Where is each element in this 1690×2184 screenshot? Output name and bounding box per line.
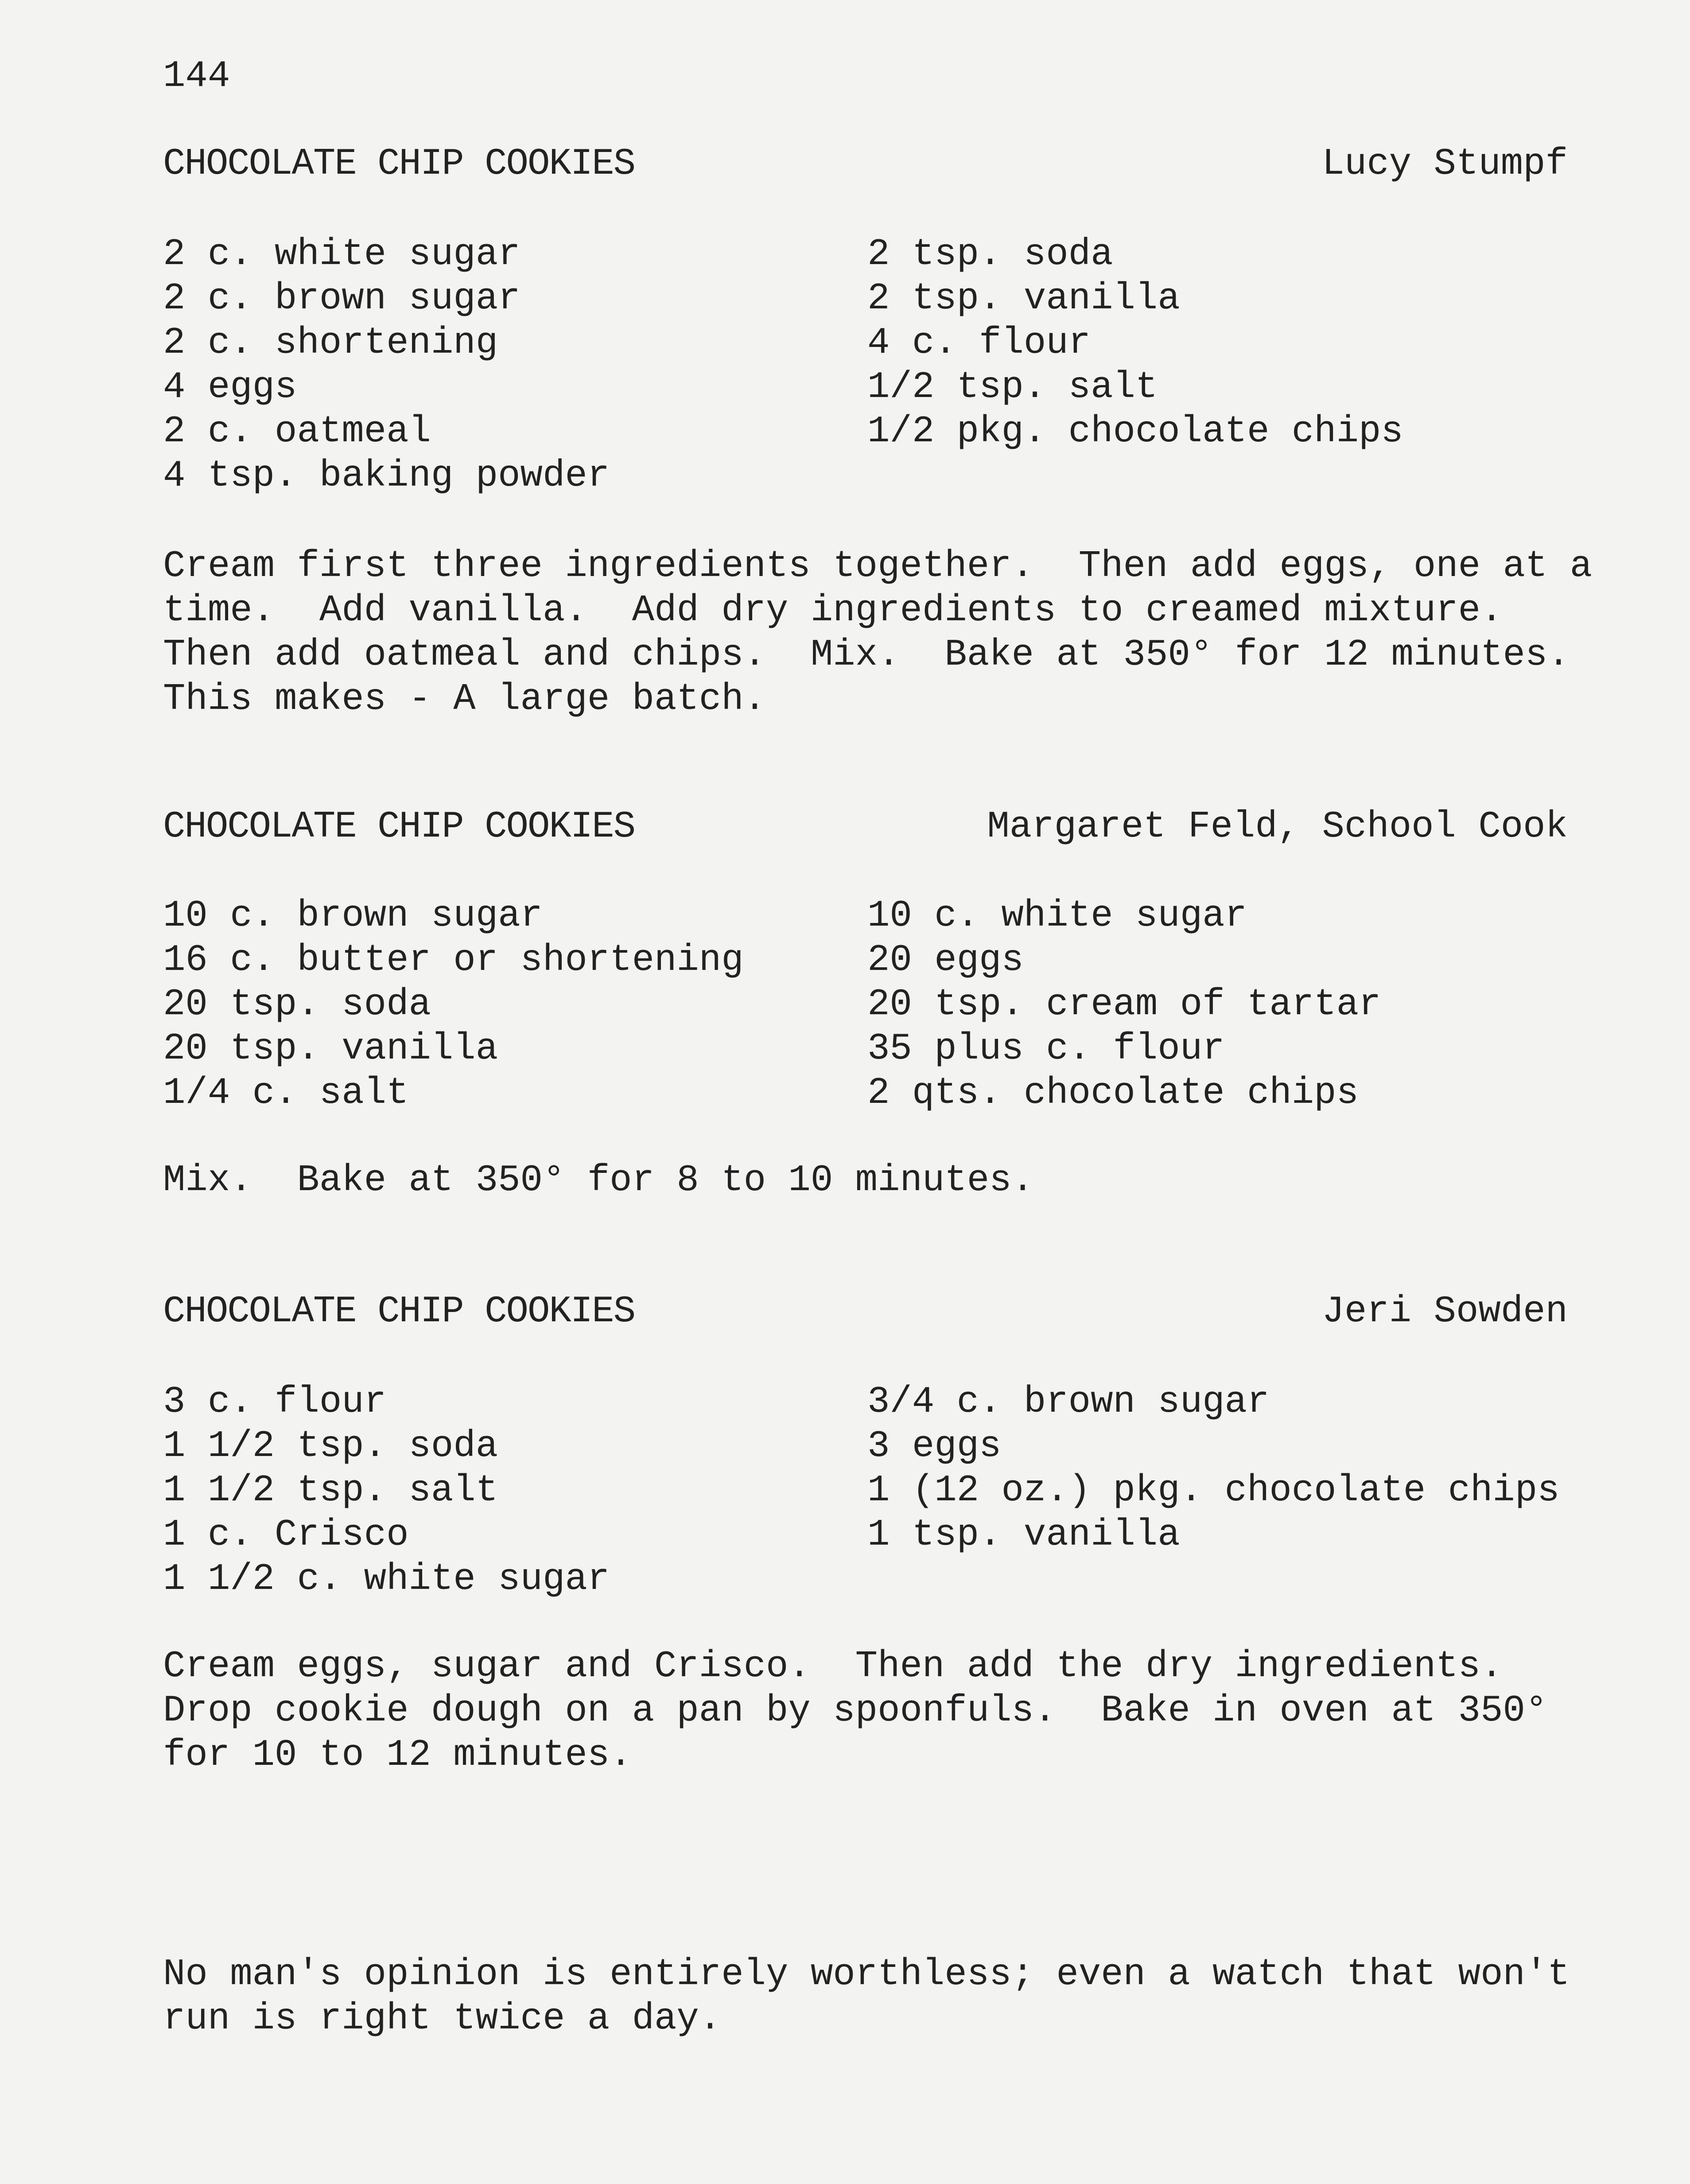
instruction-line: Then add oatmeal and chips. Mix. Bake at 350° for 12 minutes. [163,634,1570,676]
quote [163,1953,1581,2041]
ingredient: 1 1/2 tsp. salt [163,1470,498,1512]
ingredient: 1/2 tsp. salt [867,366,1158,409]
ingredients-right [867,233,1403,454]
ingredient: 4 tsp. baking powder [163,455,610,497]
instruction-line: for 10 to 12 minutes. [163,1734,632,1776]
ingredient: 16 c. butter or shortening [163,939,744,981]
ingredient: 1/2 pkg. chocolate chips [867,411,1403,453]
ingredient: 3 c. flour [163,1381,387,1423]
instruction-line: This makes - A large batch. [163,678,766,720]
page-number: 144 [163,55,230,97]
quote-line: No man's opinion is entirely worthless; even a watch that won't [163,1954,1570,1996]
ingredient: 1 tsp. vanilla [867,1514,1180,1556]
ingredient: 1 1/2 c. white sugar [163,1558,610,1600]
ingredient: 4 c. flour [867,322,1091,364]
instruction-line: time. Add vanilla. Add dry ingredients to creamed mixture. [163,590,1503,632]
ingredient: 2 c. shortening [163,322,498,364]
ingredients-left [163,1380,610,1602]
instructions [163,1645,1581,1778]
ingredient: 2 c. brown sugar [163,278,521,320]
ingredient: 2 tsp. soda [867,234,1113,276]
ingredient: 2 c. oatmeal [163,411,431,453]
ingredients-right [867,894,1381,1116]
ingredients-left [163,894,744,1116]
instruction-line: Mix. Bake at 350° for 8 to 10 minutes. [163,1160,1034,1202]
recipe-title: CHOCOLATE CHIP COOKIES [163,143,635,185]
ingredient: 3/4 c. brown sugar [867,1381,1270,1423]
ingredient: 20 tsp. vanilla [163,1028,498,1070]
ingredient: 20 tsp. cream of tartar [867,984,1381,1026]
ingredient: 1 c. Crisco [163,1514,409,1556]
recipe-author: Lucy Stumpf [1322,143,1568,185]
instruction-line: Cream first three ingredients together. Then add eggs, one at a [163,545,1593,588]
ingredient: 2 qts. chocolate chips [867,1072,1359,1114]
recipe-author: Jeri Sowden [1322,1291,1568,1333]
quote-line: run is right twice a day. [163,1998,722,2040]
ingredient: 10 c. brown sugar [163,895,543,937]
ingredient: 3 eggs [867,1425,1002,1468]
ingredient: 4 eggs [163,366,297,409]
instruction-line: Drop cookie dough on a pan by spoonfuls. Bake in oven at 350° [163,1690,1548,1732]
instruction-line: Cream eggs, sugar and Crisco. Then add the dry ingredients. [163,1646,1503,1688]
ingredient: 2 c. white sugar [163,234,521,276]
ingredients-right [867,1380,1560,1557]
ingredient: 1/4 c. salt [163,1072,409,1114]
ingredient: 35 plus c. flour [867,1028,1225,1070]
ingredient: 2 tsp. vanilla [867,278,1180,320]
instructions [163,545,1593,722]
ingredient: 10 c. white sugar [867,895,1247,937]
recipe-title: CHOCOLATE CHIP COOKIES [163,1291,635,1333]
instructions [163,1159,1581,1203]
recipe-title: CHOCOLATE CHIP COOKIES [163,806,635,848]
ingredient: 20 eggs [867,939,1024,981]
ingredient: 1 (12 oz.) pkg. chocolate chips [867,1470,1560,1512]
ingredient: 20 tsp. soda [163,984,431,1026]
recipe-author: Margaret Feld, School Cook [987,806,1568,848]
ingredients-left [163,233,610,498]
ingredient: 1 1/2 tsp. soda [163,1425,498,1468]
